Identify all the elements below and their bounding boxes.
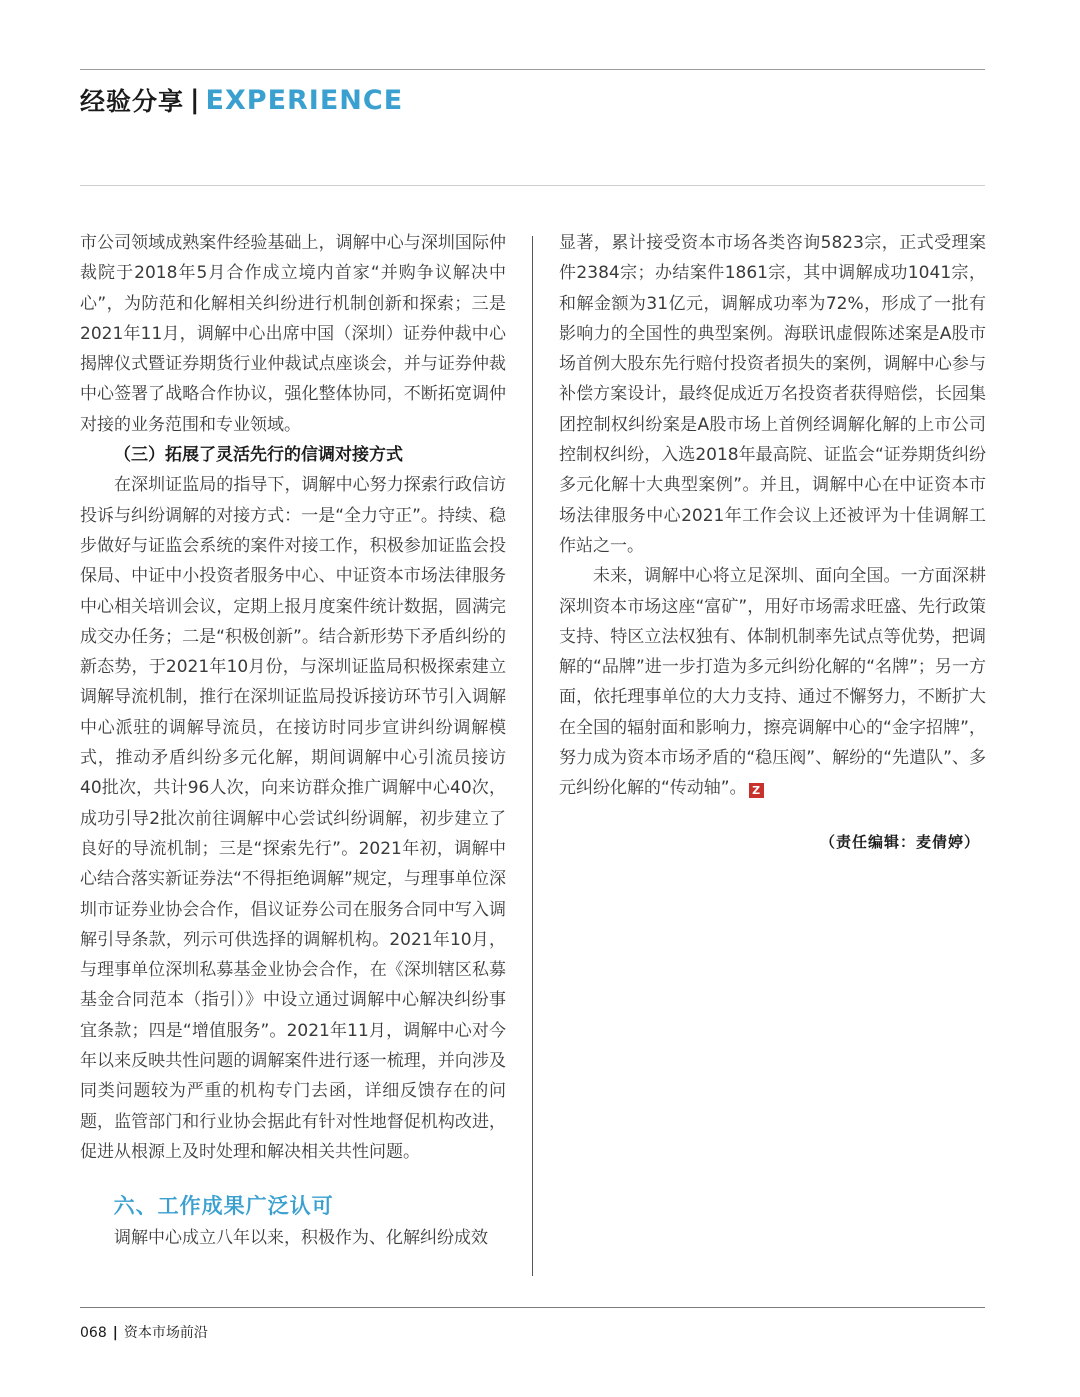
section-heading: 六、工作成果广泛认可: [113, 1194, 334, 1219]
section-title-en: EXPERIENCE: [205, 84, 404, 116]
column-divider: [532, 236, 533, 1276]
right-paragraph-2-text: 未来，调解中心将立足深圳、面向全国。一方面深耕深圳资本市场这座“富矿”，用好市场需求旺盛、先行政策支持、特区立法权独有、体制机制率先试点等优势，把调解的“品牌”进一步打造为多元纠纷化解的“名牌”；另一方面，依托理事单位的大力支持、通过不懈努力，不断扩大在全国的辐射面和影响力，擦亮调解中心的“金字招牌”，努力成为资本市场矛盾的“稳压阀”、解纷的“先遣队”、多元纠纷化解的“传动轴”。: [559, 566, 986, 799]
right-paragraph-1: 显著，累计接受资本市场各类咨询5823宗，正式受理案件2384宗；办结案件1861宗，其中调解成功1041宗，和解金额为31亿元，调解成功率为72%，形成了一批有影响力的全国性的典型案例。海联讯虚假陈述案是A股市场首例大股东先行赔付投资者损失的案例，调解中心参与补偿方案设计，最终促成近万名投资者获得赔偿，长园集团控制权纠纷案是A股市场上首例经调解化解的上市公司控制权纠纷，入选2018年最高院、证监会“证券期货纠纷多元化解十大典型案例”。并且，调解中心在中证资本市场法律服务中心2021年工作会议上还被评为十佳调解工作站之一。: [559, 233, 986, 556]
left-paragraph-2: 在深圳证监局的指导下，调解中心努力探索行政信访投诉与纠纷调解的对接方式：一是“全力守正”。持续、稳步做好与证监会系统的案件对接工作，积极参加证监会投保局、中证中小投资者服务中心、中证资本市场法律服务中心相关培训会议，定期上报月度案件统计数据，圆满完成交办任务；二是“积极创新”。结合新形势下矛盾纠纷的新态势，于2021年10月份，与深圳证监局积极探索建立调解导流机制，推行在深圳证监局投诉接访环节引入调解中心派驻的调解导流员，在接访时同步宣讲纠纷调解模式，推动矛盾纠纷多元化解，期间调解中心引流员接访40批次，共计96人次，向来访群众推广调解中心40次，成功引导2批次前往调解中心尝试纠纷调解，初步建立了良好的导流机制；三是“探索先行”。2021年初，调解中心结合落实新证券法“不得拒绝调解”规定，与理事单位深圳市证券业协会合作，倡议证券公司在服务合同中写入调解引导条款，列示可供选择的调解机构。2021年10月，与理事单位深圳私募基金业协会合作，在《深圳辖区私募基金合同范本（指引）》中设立通过调解中心解决纠纷事宜条款；四是“增值服务”。2021年11月，调解中心对今年以来反映共性问题的调解案件进行逐一梳理，并向涉及同类问题较为严重的机构专门去函，详细反馈存在的问题，监管部门和行业协会据此有针对性地督促机构改进，促进从根源上及时处理和解决相关共性问题。: [80, 475, 506, 1162]
left-paragraph-1: 市公司领域成熟案件经验基础上，调解中心与深圳国际仲裁院于2018年5月合作成立境内首家“并购争议解决中心”，为防范和化解相关纠纷进行机制创新和探索；三是2021年11月，调解中心出席中国（深圳）证券仲裁中心揭牌仪式暨证券期货行业仲裁试点座谈会，并与证券仲裁中心签署了战略合作协议，强化整体协同，不断拓宽调仲对接的业务范围和专业领域。: [80, 233, 506, 435]
header-rule: [80, 185, 985, 186]
page-footer: [80, 1322, 208, 1342]
subsection-heading: （三）拓展了灵活先行的信调对接方式: [114, 445, 403, 466]
footer-rule: [80, 1307, 985, 1308]
left-column: [80, 228, 506, 1254]
right-column: [559, 228, 986, 804]
page-number: 068: [80, 1325, 107, 1341]
left-paragraph-3: 调解中心成立八年以来，积极作为、化解纠纷成效: [114, 1228, 488, 1249]
end-mark-icon: Z: [749, 783, 764, 798]
top-rule: [80, 69, 985, 70]
magazine-name: 资本市场前沿: [123, 1325, 208, 1341]
footer-separator: |: [112, 1325, 118, 1341]
section-title-cn: 经验分享: [80, 87, 185, 116]
section-header: [80, 82, 403, 118]
editor-credit: （责任编辑：麦倩婷）: [819, 833, 980, 851]
header-separator: |: [190, 85, 200, 115]
right-paragraph-2: [559, 561, 986, 803]
